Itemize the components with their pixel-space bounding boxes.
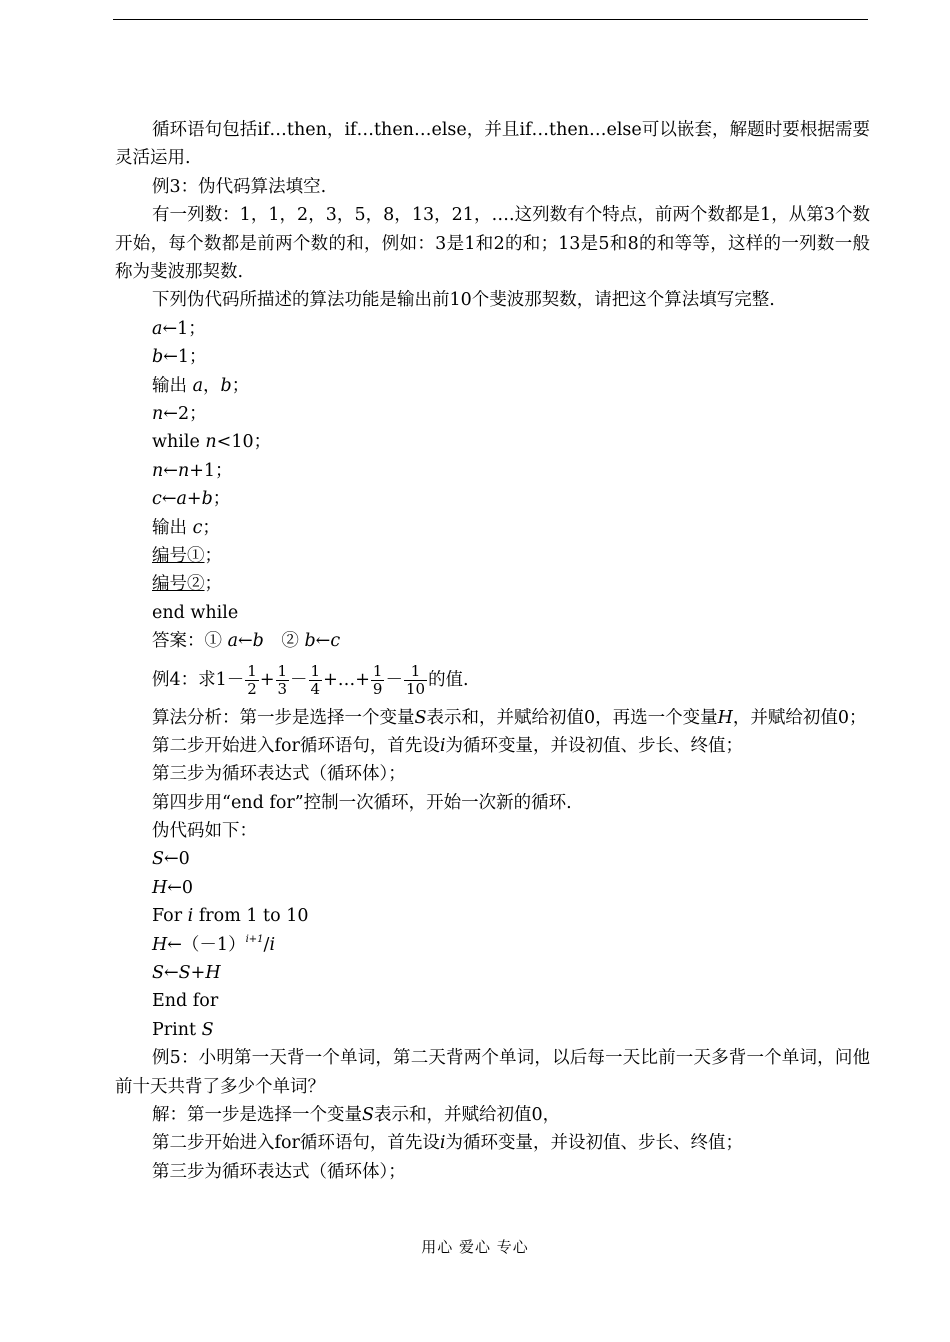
solution-step1: 解：第一步是选择一个变量S表示和，并赋给初值0， bbox=[152, 1105, 561, 1126]
example3-description: 有一列数：1，1，2，3，5，8，13，21，….这列数有个特点，前两个数都是1，从第3个数开始，每个数都是前两个数的和，例如：3是1和2的和；13是5和8的和等等，这样的一列数一般称为斐波那契数. bbox=[115, 205, 870, 283]
code-line: n←n+1； bbox=[152, 460, 233, 481]
code-line: b←1； bbox=[152, 347, 207, 368]
code-line: For i from 1 to 10 bbox=[152, 906, 309, 927]
code-line: H←0 bbox=[152, 877, 194, 898]
fraction: $\frac{1}{4}$ bbox=[310, 661, 321, 698]
fraction: $\frac{1}{9}$ bbox=[372, 661, 383, 698]
fraction: $\frac{1}{10}$ bbox=[405, 661, 426, 698]
paragraph-if-then: 循环语句包括if…then，if…then…else，并且if…then…else可以嵌套，解题时要根据需要灵活运用. bbox=[115, 120, 870, 169]
fraction: $\frac{1}{3}$ bbox=[277, 661, 288, 698]
code-line: 输出 a，b； bbox=[152, 375, 250, 396]
analysis-step2: 第二步开始进入for循环语句，首先设i为循环变量，并设初值、步长、终值； bbox=[152, 735, 743, 756]
analysis-step5: 伪代码如下： bbox=[152, 821, 257, 842]
code-line: a←1； bbox=[152, 318, 206, 339]
code-line: 输出 c； bbox=[152, 517, 220, 538]
pseudocode-fibonacci bbox=[115, 315, 870, 627]
answer-line: 答案：① a←b ② b←c bbox=[152, 631, 341, 652]
code-line: Print S bbox=[152, 1019, 214, 1040]
code-blank-2: 编号②； bbox=[152, 574, 222, 595]
example4-title: 例4：求1－ $\frac{1}{2}$ + $\frac{1}{3}$ － $\frac{1}{4}$ +…+ $\frac{1}{9}$ － $\frac{1}{10}$ 的值. bbox=[152, 661, 469, 698]
analysis-step4: 第四步用“end for”控制一次循环，开始一次新的循环. bbox=[152, 792, 572, 813]
document-body bbox=[115, 116, 870, 1186]
code-blank-1: 编号①； bbox=[152, 545, 222, 566]
code-line: while n<10； bbox=[152, 432, 272, 453]
page-footer: 用心 爱心 专心 bbox=[421, 1238, 529, 1256]
analysis-step3: 第三步为循环表达式（循环体）； bbox=[152, 764, 406, 785]
code-line: $H\leftarrow(-1)^{i+1}/i$ bbox=[152, 933, 276, 955]
code-line: end while bbox=[152, 602, 239, 623]
code-line: c←a+b； bbox=[152, 489, 231, 510]
fraction: $\frac{1}{2}$ bbox=[247, 661, 257, 698]
code-line: n←2； bbox=[152, 403, 207, 424]
solution-step2: 第二步开始进入for循环语句，首先设i为循环变量，并设初值、步长、终值； bbox=[152, 1133, 743, 1154]
code-line: S←S+H bbox=[152, 963, 221, 984]
code-line: S←0 bbox=[152, 849, 190, 870]
example3-title: 例3：伪代码算法填空. bbox=[152, 176, 327, 197]
analysis-step1: 算法分析：第一步是选择一个变量S表示和，并赋给初值0，再选一个变量H，并赋给初值0； bbox=[152, 707, 867, 728]
solution-step3: 第三步为循环表达式（循环体）； bbox=[152, 1161, 406, 1182]
header-rule bbox=[113, 19, 868, 20]
pseudocode-sum bbox=[115, 845, 870, 1044]
example5-title: 例5：小明第一天背一个单词，第二天背两个单词，以后每一天比前一天多背一个单词，问他前十天共背了多少个单词？ bbox=[115, 1048, 870, 1097]
code-line: End for bbox=[152, 991, 219, 1012]
example3-task: 下列伪代码所描述的算法功能是输出前10个斐波那契数，请把这个算法填写完整. bbox=[152, 290, 775, 311]
